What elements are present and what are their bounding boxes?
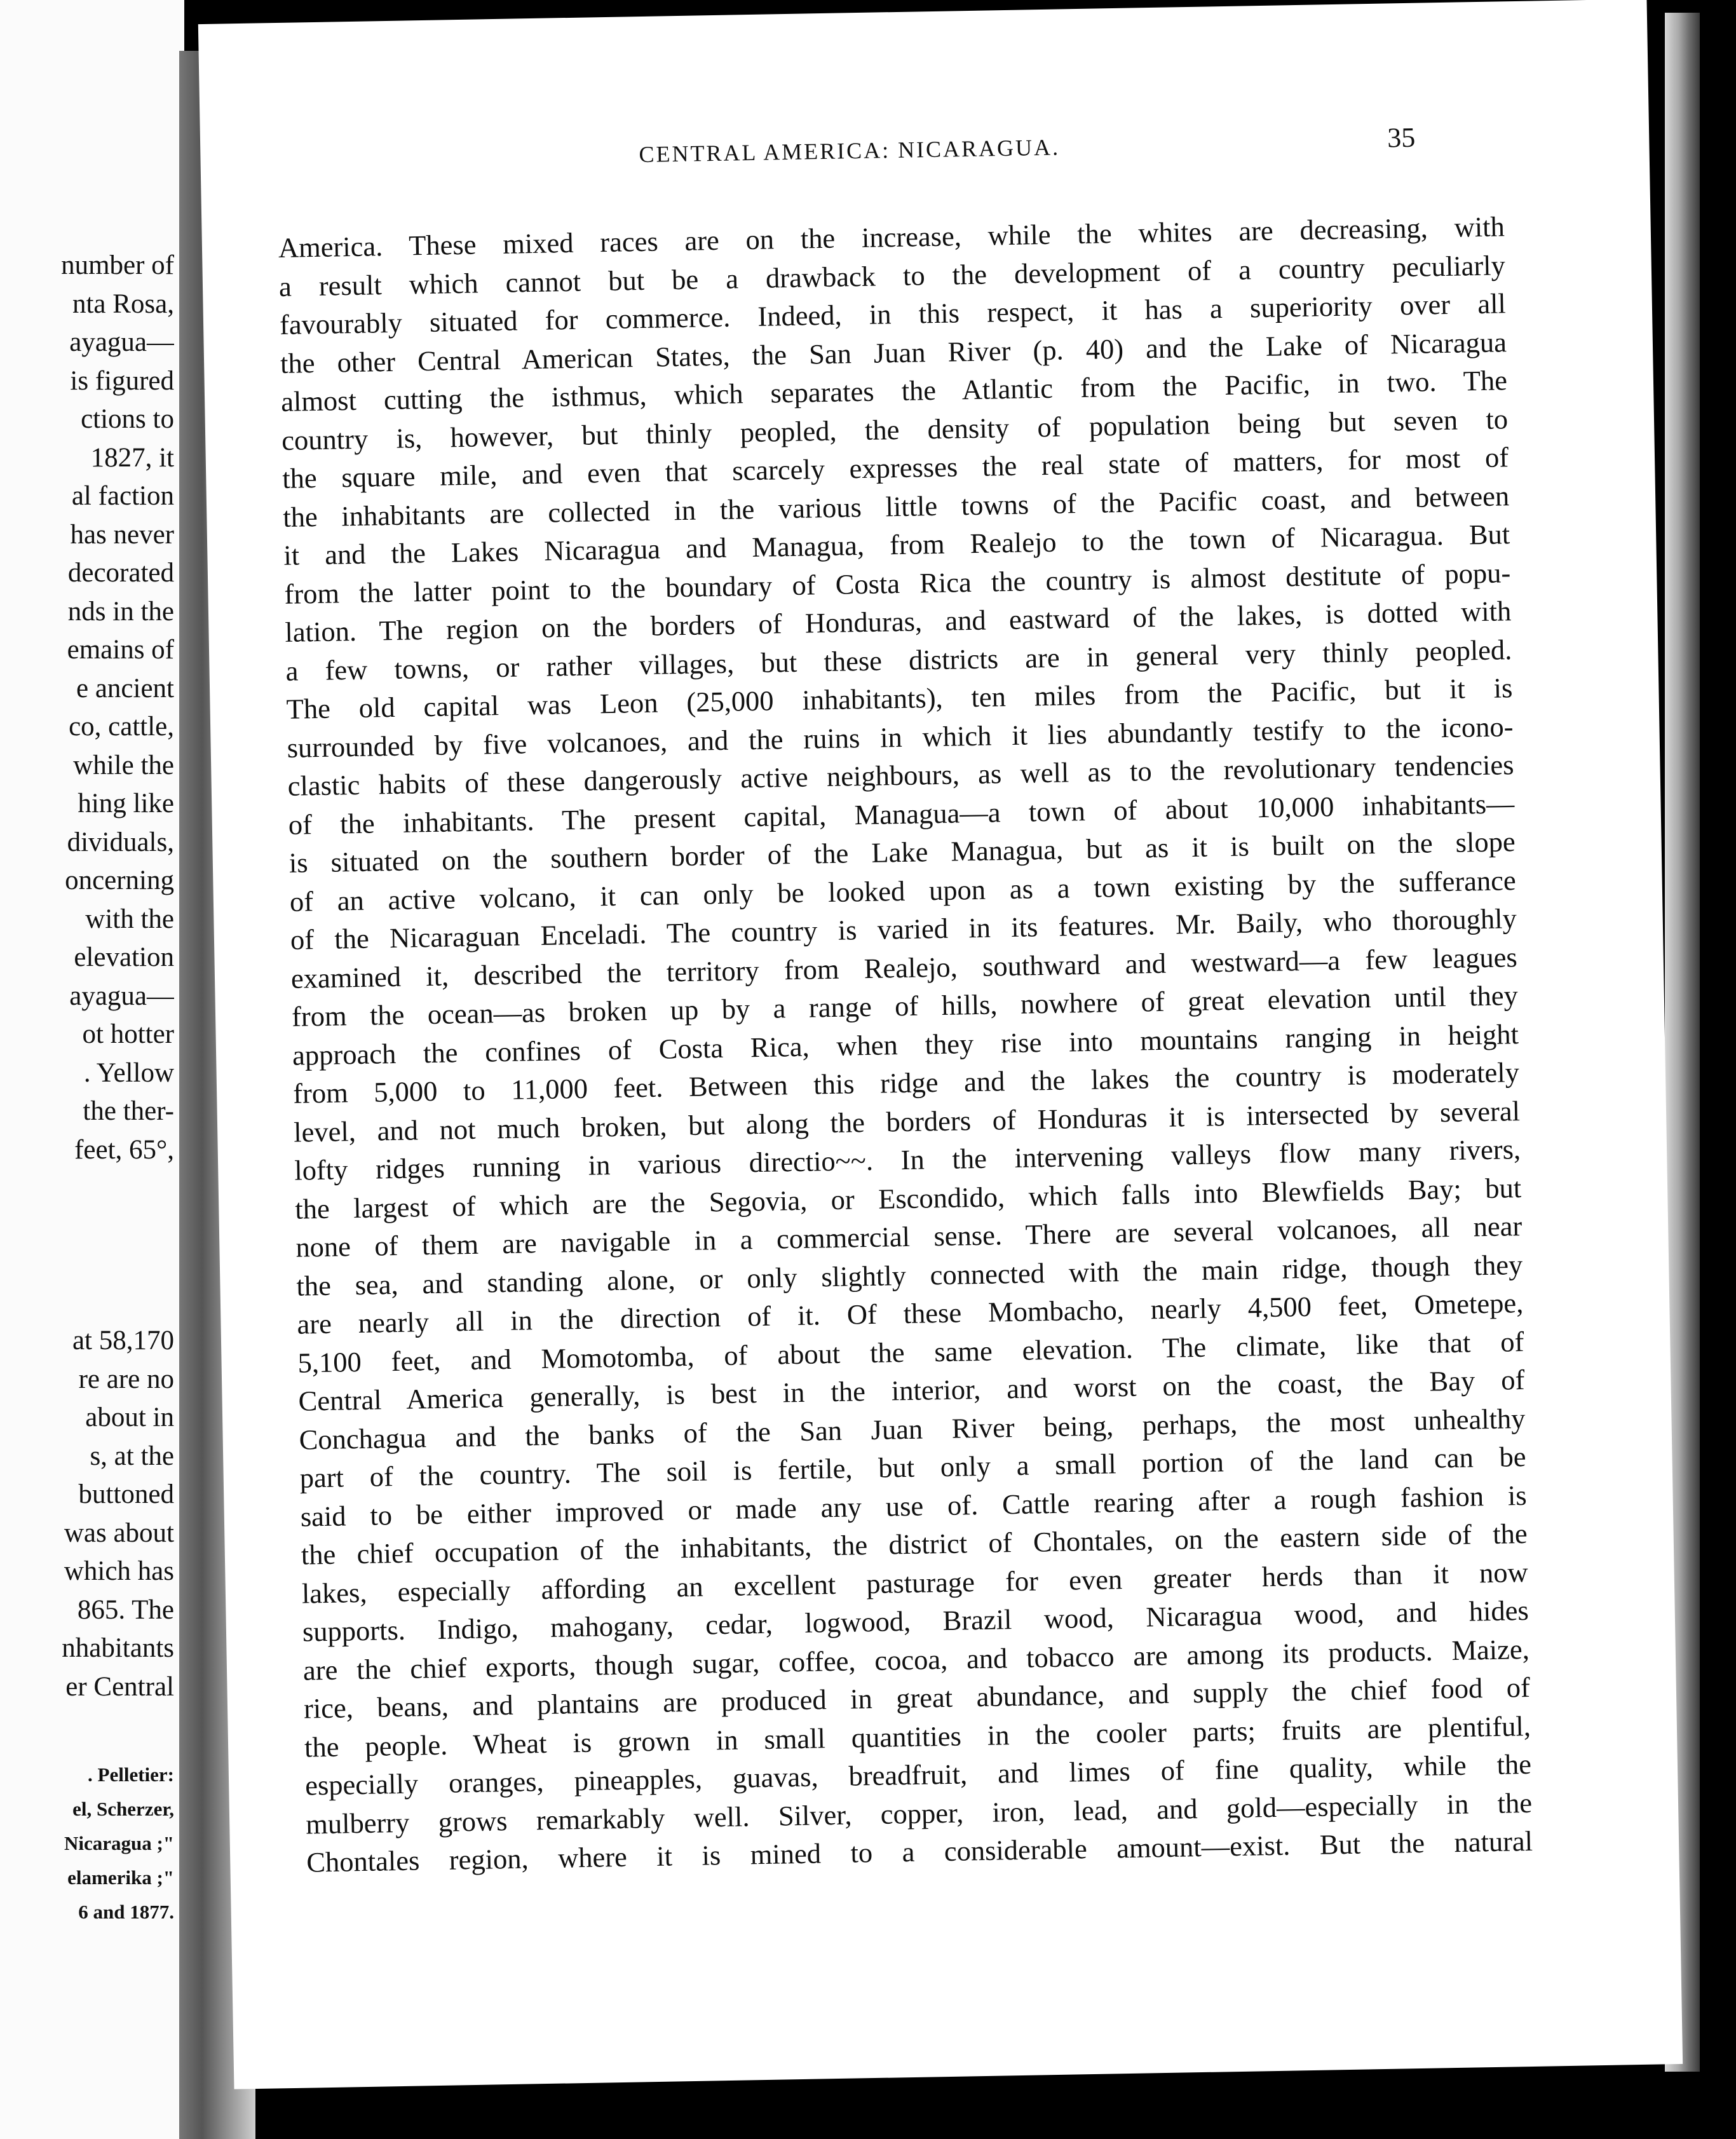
text-line: Chontales region, where it is mined to a considerable amount—exist. But the natural xyxy=(306,1824,1533,1878)
previous-page-line: has never xyxy=(70,519,174,550)
previous-page-line: al faction xyxy=(71,481,174,511)
previous-page-line: about in xyxy=(85,1402,174,1432)
text-line: of the Nicaraguan Enceladi. The country is varied in its features. Mr. Baily, who thoroughly xyxy=(290,902,1517,956)
previous-page-line: 1827, it xyxy=(90,442,174,473)
running-head xyxy=(200,123,1650,180)
previous-page-line: nta Rosa, xyxy=(72,289,174,319)
previous-page-text xyxy=(9,247,174,1706)
running-title: CENTRAL AMERICA: NICARAGUA. xyxy=(639,134,1061,168)
text-line: clastic habits of these dangerously active neighbours, as well as to the revolutionary tendencies xyxy=(287,749,1514,802)
previous-page-line: ayagua— xyxy=(69,327,174,357)
previous-page-line: which has xyxy=(64,1556,174,1586)
section-gap xyxy=(9,1169,174,1322)
previous-page-footnote: . Pelletier: xyxy=(88,1763,174,1786)
previous-page-line: ot hotter xyxy=(82,1019,174,1049)
previous-page-footnote: Nicaragua ;" xyxy=(64,1832,174,1854)
previous-page-footnote: elamerika ;" xyxy=(67,1866,174,1889)
text-line: of the inhabitants. The present capital, Managua—a town of about 10,000 inhabitants— xyxy=(288,787,1515,841)
text-line: America. These mixed races are on the increase, while the whites are decreasing, with xyxy=(278,210,1505,264)
previous-page-line: is figured xyxy=(70,365,174,396)
text-line: rice, beans, and plantains are produced in great abundance, and supply the chief food of xyxy=(303,1671,1531,1725)
previous-page-line: feet, 65°, xyxy=(74,1134,174,1165)
previous-page-line: oncerning xyxy=(65,866,174,895)
text-line: the square mile, and even that scarcely expresses the real state of matters, for most of xyxy=(281,441,1509,494)
previous-page-line: co, cattle, xyxy=(69,712,174,742)
text-line: level, and not much broken, but along the borders of Honduras it is intersected by several xyxy=(293,1094,1521,1148)
text-line: of an active volcano, it can only be looked upon as a town existing by the sufferance xyxy=(289,864,1517,918)
previous-page-line: dividuals, xyxy=(67,827,174,857)
previous-page-line: s, at the xyxy=(90,1441,174,1471)
text-line: is situated on the southern border of the Lake Managua, but as it is built on the slope xyxy=(288,825,1516,879)
text-line: approach the confines of Costa Rica, when they rise into mountains ranging in height xyxy=(292,1017,1519,1071)
text-line: from the ocean—as broken up by a range of hills, nowhere of great elevation until they xyxy=(291,979,1519,1033)
previous-page xyxy=(0,0,184,2139)
text-line: are nearly all in the direction of it. Of these Mombacho, nearly 4,500 feet, Ometepe, xyxy=(297,1287,1524,1340)
text-line: none of them are navigable in a commercial sense. There are several volcanoes, all near xyxy=(295,1210,1522,1263)
previous-page-line: was about xyxy=(64,1518,174,1548)
text-line: Conchagua and the banks of the San Juan River being, perhaps, the most unhealthy xyxy=(299,1402,1526,1456)
previous-page-footnotes xyxy=(9,1758,174,1929)
text-line: supports. Indigo, mahogany, cedar, logwood, Brazil wood, Nicaragua wood, and hides xyxy=(302,1594,1529,1648)
page-number: 35 xyxy=(1387,121,1416,154)
text-line: mulberry grows remarkably well. Silver, copper, iron, lead, and gold—especially in the xyxy=(305,1786,1533,1840)
text-line: a few towns, or rather villages, but these districts are in general very thinly peopled. xyxy=(285,633,1512,687)
text-line: lofty ridges running in various directio~~. In the intervening valleys flow many rivers, xyxy=(294,1133,1521,1186)
text-line: are the chief exports, though sugar, coffee, cocoa, and tobacco are among its products. Maize, xyxy=(302,1633,1530,1687)
previous-page-line: elevation xyxy=(74,942,174,972)
text-line: it and the Lakes Nicaragua and Managua, from Realejo to the town of Nicaragua. But xyxy=(283,518,1510,571)
text-line: from the latter point to the boundary of Costa Rica the country is almost destitute of popu- xyxy=(284,556,1511,610)
previous-page-line: decorated xyxy=(67,558,174,588)
body-text xyxy=(278,207,1533,1882)
previous-page-line: ayagua— xyxy=(69,981,174,1011)
text-line: Central America generally, is best in the interior, and worst on the coast, the Bay of xyxy=(298,1364,1525,1417)
text-line: the chief occupation of the inhabitants, the district of Chontales, on the eastern side of the xyxy=(301,1518,1528,1571)
previous-page-line: . Yellow xyxy=(83,1057,174,1088)
text-line: the sea, and standing alone, or only slightly connected with the main ridge, though they xyxy=(296,1248,1523,1302)
text-line: a result which cannot but be a drawback to the development of a country peculiarly xyxy=(278,248,1506,302)
previous-page-line: 865. The xyxy=(77,1594,174,1625)
text-line: part of the country. The soil is fertile, but only a small portion of the land can be xyxy=(299,1441,1526,1494)
previous-page-line: emains of xyxy=(67,635,174,665)
text-line: examined it, described the territory from Realejo, southward and westward—a few leagues xyxy=(290,940,1518,995)
previous-page-line: e ancient xyxy=(76,673,174,703)
previous-page-line: nhabitants xyxy=(62,1633,174,1663)
text-line: almost cutting the isthmus, which separates the Atlantic from the Pacific, in two. The xyxy=(280,364,1508,418)
previous-page-footnote: 6 and 1877. xyxy=(78,1901,174,1923)
text-line: favourably situated for commerce. Indeed, in this respect, it has a superiority over all xyxy=(279,287,1507,341)
previous-page-line: number of xyxy=(61,250,174,280)
text-line: country is, however, but thinly peopled, the density of population being but seven to xyxy=(281,402,1509,456)
text-line: from 5,000 to 11,000 feet. Between this ridge and the lakes the country is moderately xyxy=(292,1056,1520,1110)
previous-page-line: while the xyxy=(73,750,174,780)
text-line: The old capital was Leon (25,000 inhabitants), ten miles from the Pacific, but it is xyxy=(286,672,1513,725)
text-line: especially oranges, pineapples, guavas, breadfruit, and limes of fine quality, while the xyxy=(304,1748,1532,1802)
previous-page-footnote: el, Scherzer, xyxy=(72,1798,174,1820)
previous-page-line: at 58,170 xyxy=(72,1326,174,1355)
text-line: the people. Wheat is grown in small quantities in the cooler parts; fruits are plentiful, xyxy=(304,1709,1531,1763)
previous-page-line: re are no xyxy=(78,1364,174,1394)
previous-page-line: hing like xyxy=(78,789,174,818)
text-line: said to be either improved or made any use of. Cattle rearing after a rough fashion is xyxy=(300,1479,1527,1533)
previous-page-line: with the xyxy=(85,904,174,934)
text-line: the other Central American States, the San Juan River (p. 40) and the Lake of Nicaragua xyxy=(280,325,1507,379)
text-line: surrounded by five volcanoes, and the ruins in which it lies abundantly testify to the icono- xyxy=(287,710,1514,764)
previous-page-line: the ther- xyxy=(83,1096,174,1126)
book-page xyxy=(198,0,1683,2089)
text-line: lation. The region on the borders of Honduras, and eastward of the lakes, is dotted with xyxy=(285,595,1512,648)
previous-page-line: ctions to xyxy=(81,404,174,434)
text-line: 5,100 feet, and Momotomba, of about the same elevation. The climate, like that of xyxy=(297,1325,1524,1379)
previous-page-line: nds in the xyxy=(67,596,174,627)
previous-page-line: er Central xyxy=(65,1671,174,1702)
text-line: the largest of which are the Segovia, or Escondido, which falls into Blewfields Bay; but xyxy=(294,1171,1522,1225)
text-line: the inhabitants are collected in the various little towns of the Pacific coast, and between xyxy=(282,479,1510,533)
text-line: lakes, especially affording an excellent pasturage for even greater herds than it now xyxy=(301,1556,1529,1610)
previous-page-line: buttoned xyxy=(78,1479,174,1509)
